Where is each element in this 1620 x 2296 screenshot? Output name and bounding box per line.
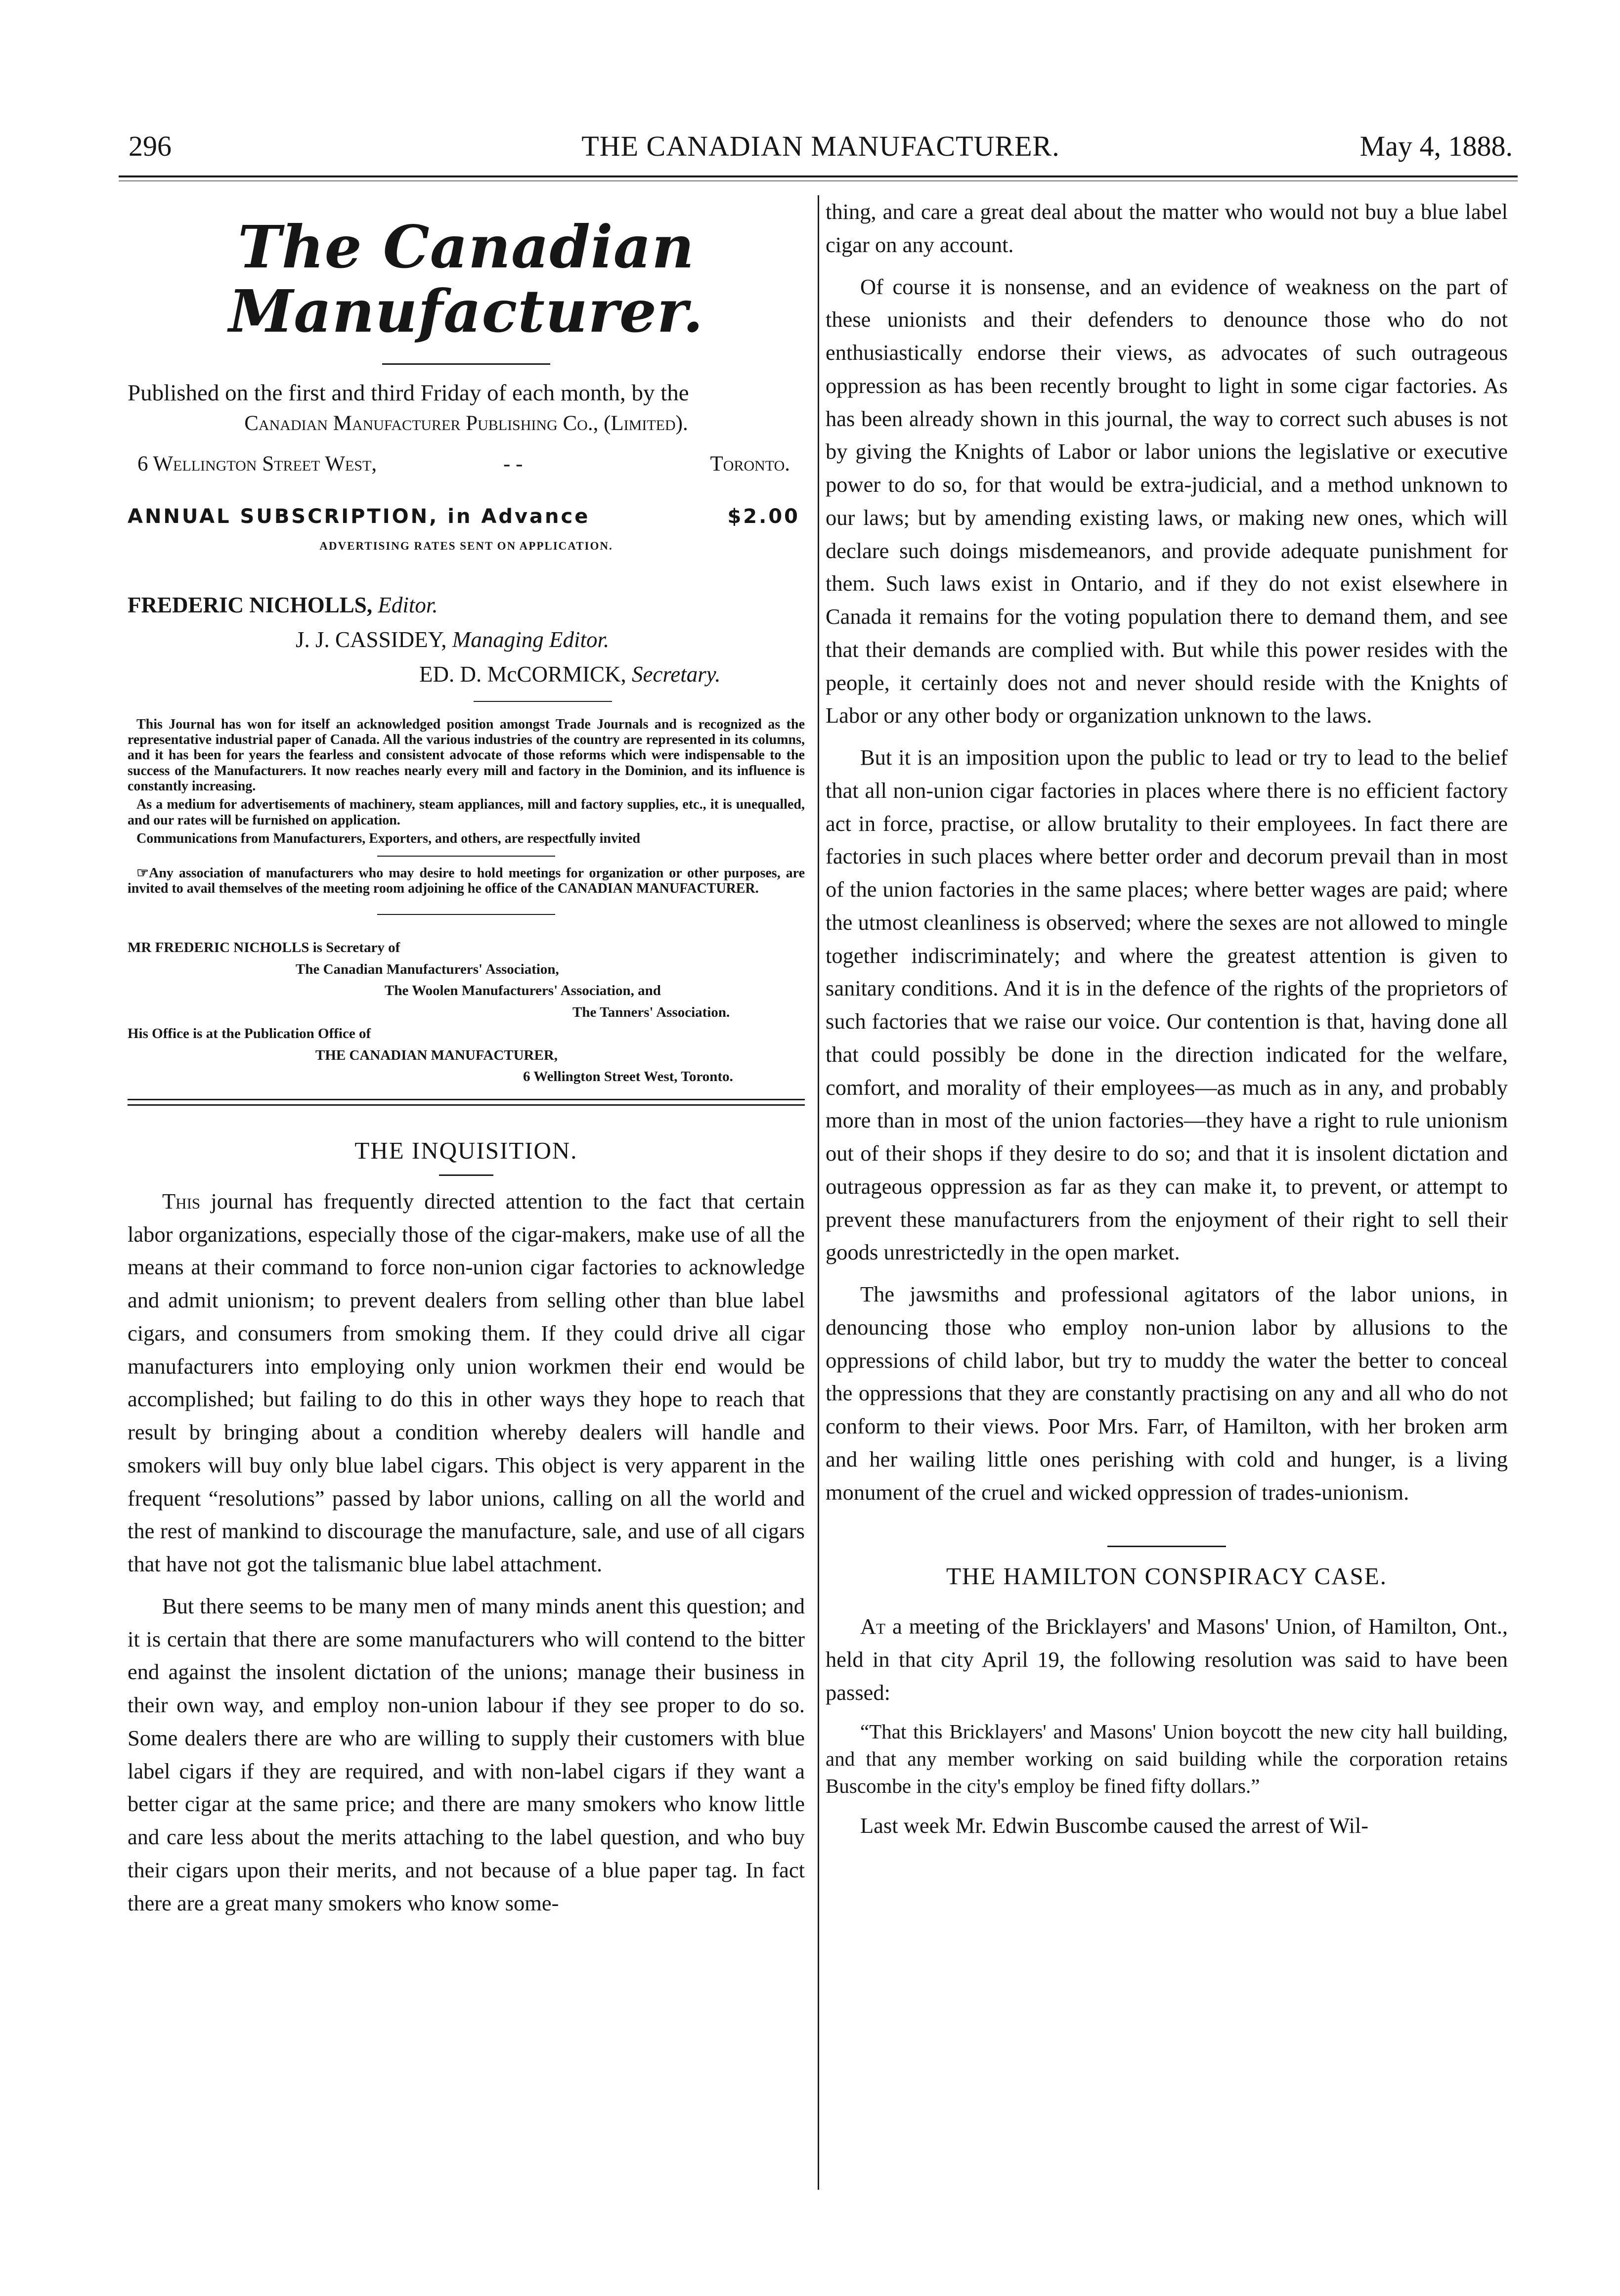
- secretary-line: [419, 657, 805, 692]
- meetings-notice: ☞Any association of manufacturers who may desire to hold meetings for organization or other purposes, are invited to avail themselves of the meeting room adjoining he office of the CANADIAN MANUFACTURER.: [128, 865, 805, 896]
- masthead-title: The Canadian Manufacturer.: [228, 213, 704, 346]
- secretary-name: ED. D. McCORMICK,: [419, 661, 626, 687]
- right-column: [826, 195, 1508, 1851]
- secretary-notice-line: His Office is at the Publication Office of: [128, 1026, 371, 1042]
- masthead-double-rule: [128, 1099, 805, 1106]
- article-paragraph: [826, 1610, 1508, 1709]
- article-paragraph: Of course it is nonsense, and an evidence of weakness on the part of these unionists and their defenders to denounce those who do not enthusiastically endorse their views, as advocates of such outrageous oppression as has been recently brought to light in some cigar factories. As has been already shown in this journal, the way to correct such abuses is not by giving the Knights of Labor or labor unions the legislative or executive power to do so, for that would be extra-judicial, and a method unknown to our laws; but by amending existing laws, or making new ones, which will declare such doings misdemeanors, and provide adequate punishment for them. Such laws exist in Ontario, and if they do not exist elsewhere in Canada it remains for the voting population there to demand them, and see that their demands are complied with. But while this power resides with the people, it certainly does not and never should reside with the Knights of Labor or any other body or organization unknown to the laws.: [826, 274, 1508, 728]
- notice-rule: [377, 856, 555, 857]
- secretary-notice-line: MR FREDERIC NICHOLLS is Secretary of: [128, 940, 400, 956]
- meetings-rule: [377, 914, 555, 915]
- article-paragraph: [128, 1185, 805, 1581]
- secretary-notice-line: The Woolen Manufacturers' Association, and: [385, 983, 661, 999]
- issue-date: May 4, 1888.: [1359, 130, 1513, 162]
- header-rule: [119, 175, 1518, 177]
- editor-name: FREDERIC NICHOLLS,: [128, 593, 373, 618]
- publication-title: THE CANADIAN MANUFACTURER.: [581, 130, 1060, 162]
- subscription-price: $2.00: [727, 505, 800, 528]
- paragraph-text: a meeting of the Bricklayers' and Masons' Union, of Hamilton, Ont., held in that city April 19, the following resolution was said to have been passed:: [826, 1614, 1508, 1705]
- advertising-rates: ADVERTISING RATES SENT ON APPLICATION.: [319, 540, 613, 553]
- article-paragraph: The jawsmiths and professional agitators of the labor unions, in denouncing those who employ non-union labor by allusions to the oppressions of child labor, but try to muddy the water the better to conceal the oppressions that they are constantly practising on any and all who do not conform to their views. Poor Mrs. Farr, of Hamilton, with her broken arm and her wailing little ones perishing with cold and hunger, is a living monument of the cruel and wicked oppression of trades-unionism.: [826, 1282, 1508, 1505]
- managing-editor-role: Managing Editor.: [452, 627, 610, 652]
- subscription-label: ANNUAL SUBSCRIPTION, in Advance: [128, 505, 590, 528]
- address-dashes: - -: [503, 452, 523, 476]
- masthead-rule: [382, 363, 550, 365]
- secretary-role: Secretary.: [632, 661, 721, 687]
- header-rule-thin: [119, 180, 1518, 181]
- drop-lead: This: [162, 1188, 201, 1213]
- editors-rule: [474, 701, 612, 702]
- column-divider: [818, 195, 819, 2190]
- article-paragraph: thing, and care a great deal about the matter who would not buy a blue label cigar on any account.: [826, 199, 1508, 257]
- article-paragraph: Last week Mr. Edwin Buscombe caused the arrest of Wil-: [860, 1813, 1369, 1838]
- drop-lead: At: [860, 1614, 886, 1639]
- secretary-notice: [128, 937, 805, 1088]
- resolution-quote: “That this Bricklayers' and Masons' Union boycott the new city hall building, and that any member working on said building while the corporation retains Buscombe in the city's employ be fined fifty dollars.”: [826, 1720, 1508, 1798]
- article-paragraph: But it is an imposition upon the public to lead or try to lead to the belief that all non-union cigar factories in places where there is no efficient factory act in force, practise, or allow brutality to their employees. In fact there are factories in such places where better order and decorum prevail than in most of the union factories in the same places; where better wages are paid; where the utmost cleanliness is observed; where the sexes are not allowed to mingle together indiscriminately; and where the greatest attention is given to sanitary conditions. And it is in the defence of the rights of the proprietors of such factories that we raise our voice. Our contention is that, having done all that could possibly be done in the direction indicated for the welfare, comfort, and morality of their employees—as much as in any, and probably more than in most of the union factories—they have a right to rule unionism out of their shops if they desire to do so; and that it is insolent dictation and outrageous oppression as far as they can make it, to prevent, or attempt to prevent these manufacturers from the enjoyment of their right to sell their goods unrestrictedly in the open market.: [826, 745, 1508, 1265]
- article-title: THE INQUISITION.: [354, 1136, 578, 1164]
- page-number: 296: [129, 130, 172, 162]
- secretary-notice-line: The Tanners' Association.: [572, 1004, 730, 1020]
- secretary-notice-line: THE CANADIAN MANUFACTURER,: [315, 1047, 558, 1063]
- title-rule: [439, 1174, 493, 1176]
- communications-notice: Communications from Manufacturers, Exporters, and others, are respectfully invited: [136, 831, 641, 847]
- advertising-notice: As a medium for advertisements of machinery, steam appliances, mill and factory supplies, etc., it is unequalled, and our rates will be furnished on application.: [128, 797, 805, 828]
- address-city: Toronto.: [710, 452, 790, 476]
- article-title: THE HAMILTON CONSPIRACY CASE.: [946, 1562, 1387, 1590]
- secretary-notice-line: 6 Wellington Street West, Toronto.: [523, 1069, 733, 1085]
- left-column: [128, 195, 805, 1928]
- paragraph-text: journal has frequently directed attention to the fact that certain labor organizations, especially those of the cigar-makers, make use of all the means at their command to force non-union cigar factories to acknowledge and admit unionism; to prevent dealers from selling other than blue label cigars, and consumers from smoking them. If they could drive all cigar manufacturers into employing only union workmen their end would be accomplished; but failing to do this in other ways they hope to reach that result by bringing about a condition whereby dealers will handle and smokers will buy only blue label cigars. This object is very apparent in the frequent “resolutions” passed by labor unions, calling on all the world and the rest of mankind to discourage the manufacture, sale, and use of all cigars that have not got the talismanic blue label attachment.: [128, 1188, 805, 1577]
- spacer: [826, 1590, 1508, 1610]
- editorial-staff: [128, 588, 805, 692]
- managing-editor-line: [296, 623, 805, 657]
- secretary-notice-line: The Canadian Manufacturers' Association,: [296, 961, 559, 977]
- publisher-name: Canadian Manufacturer Publishing Co., (Limited).: [244, 412, 688, 435]
- running-head: [129, 130, 1513, 169]
- subscription-line: [128, 505, 805, 535]
- editor-role: Editor.: [378, 593, 438, 618]
- journal-notice: This Journal has won for itself an acknowledged position amongst Trade Journals and is recognized as the representative industrial paper of Canada. All the various industries of the country are represented in its columns, and it has been for years the fearless and consistent advocate of those reforms which were indispensable to the success of the Manufacturers. It now reaches nearly every mill and factory in the Dominion, and its influence is constantly increasing.: [128, 716, 805, 794]
- publication-schedule: Published on the first and third Friday of each month, by the: [128, 380, 689, 406]
- address-street: 6 Wellington Street West,: [137, 452, 377, 476]
- managing-editor-name: J. J. CASSIDEY,: [296, 627, 447, 652]
- article-paragraph: But there seems to be many men of many minds anent this question; and it is certain that there are some manufacturers who will contend to the bitter end against the insolent dictation of the unions; manage their business in their own way, and employ non-union labour if they see proper to do so. Some dealers there are who are willing to supply their customers with blue label cigars if they are required, and with non-label cigars if they want a better cigar at the same price; and there are many smokers who know little and care less about the merits attaching to the label question, and who buy their cigars upon their merits, and not because of a blue paper tag. In fact there are a great many smokers who know some-: [128, 1593, 805, 1915]
- publisher-address: [128, 452, 805, 481]
- editor-line: [128, 588, 805, 623]
- article-separator: [1107, 1546, 1226, 1547]
